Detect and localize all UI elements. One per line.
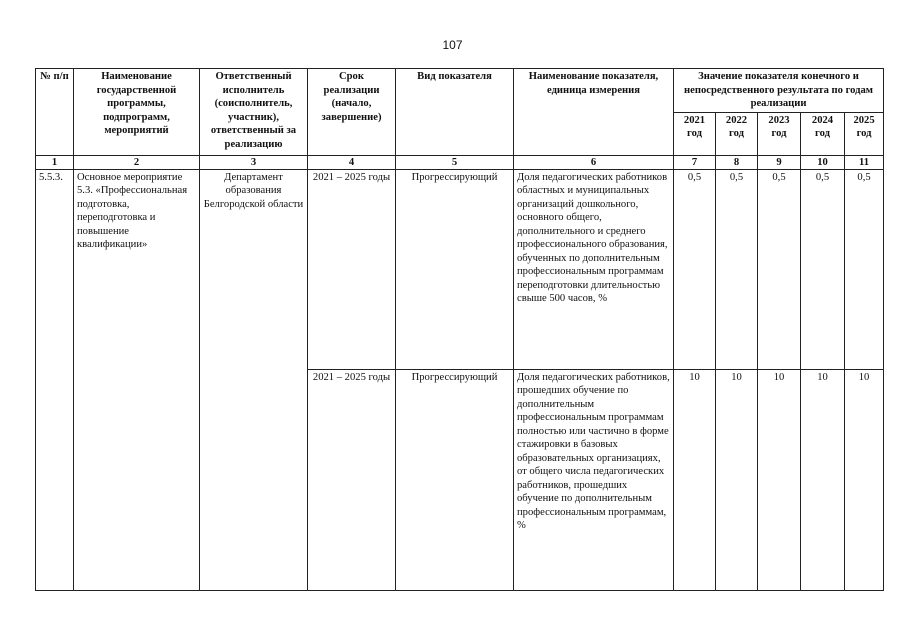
row-responsible: Департамент образования Белгородской области [200,169,308,590]
row-indicator-type: Прогрессирующий [396,169,514,369]
column-number: 2 [74,155,200,169]
indicators-table [35,68,884,591]
row-value: 10 [758,369,801,590]
column-number: 5 [396,155,514,169]
row-value: 0,5 [758,169,801,369]
row-value: 0,5 [801,169,845,369]
column-numbers-row [36,155,884,169]
header-number: № п/п [36,69,74,156]
row-number: 5.5.3. [36,169,74,590]
header-year: 2023 год [758,112,801,155]
row-value: 10 [674,369,716,590]
row-value: 0,5 [674,169,716,369]
header-period: Срок реализации (начало, завершение) [308,69,396,156]
header-responsible: Ответственный исполнитель (соисполнитель, участник), ответственный за реализацию [200,69,308,156]
header-year: 2022 год [716,112,758,155]
page-number: 107 [442,38,463,52]
header-year: 2021 год [674,112,716,155]
row-value: 10 [716,369,758,590]
header-indicator-type: Вид показателя [396,69,514,156]
row-period: 2021 – 2025 годы [308,169,396,369]
row-indicator-name: Доля педагогических работников областных и муниципальных организаций дошкольного, основного общего, дополнительного и среднего профессионального образования, обученных по дополнительным профессиональным программам переподготовки длительностью свыше 500 часов, % [514,169,674,369]
header-row [36,69,884,113]
column-number: 9 [758,155,801,169]
column-number: 1 [36,155,74,169]
column-number: 7 [674,155,716,169]
row-value: 0,5 [716,169,758,369]
row-indicator-name: Доля педагогических работников, прошедших обучение по дополнительным профессиональным программам полностью или частично в форме стажировки в базовых образовательных организациях, от общего числа педагогических работников, прошедших обучение по дополнительным профессиональным программам, % [514,369,674,590]
row-value: 10 [845,369,884,590]
header-year: 2024 год [801,112,845,155]
column-number: 8 [716,155,758,169]
column-number: 6 [514,155,674,169]
header-program-name: Наименование государственной программы, подпрограмм, мероприятий [74,69,200,156]
header-year: 2025 год [845,112,884,155]
row-program-name: Основное мероприятие 5.3. «Профессиональная подготовка, переподготовка и повышение квалификации» [74,169,200,590]
table-row [36,169,884,369]
row-period: 2021 – 2025 годы [308,369,396,590]
row-value: 0,5 [845,169,884,369]
column-number: 4 [308,155,396,169]
column-number: 10 [801,155,845,169]
header-values-group: Значение показателя конечного и непосредственного результата по годам реализации [674,69,884,113]
row-value: 10 [801,369,845,590]
header-indicator-name: Наименование показателя, единица измерения [514,69,674,156]
column-number: 11 [845,155,884,169]
row-indicator-type: Прогрессирующий [396,369,514,590]
column-number: 3 [200,155,308,169]
